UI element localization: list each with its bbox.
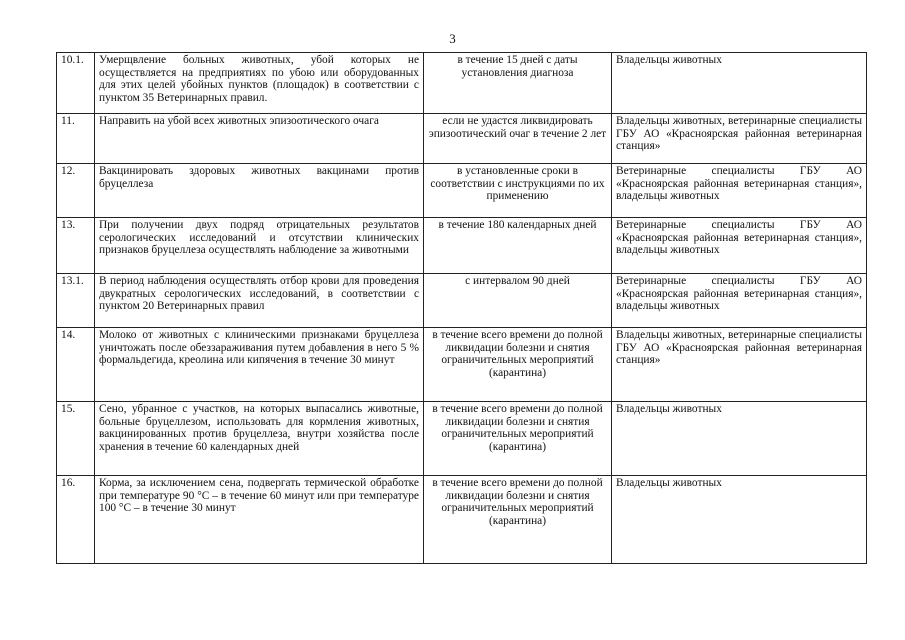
row-number: 11.: [57, 114, 95, 164]
deadline-text: в течение всего времени до полной ликвидации болезни и снятия ограничительных мероприятий (карантина): [424, 402, 612, 476]
responsible-text: Владельцы животных: [612, 402, 867, 476]
measure-text: Умерщвление больных животных, убой которых не осуществляется на предприятиях по убою или оборудованных для этих целей убойных пунктов (площадок) в соответствии с пунктом 35 Ветеринарных правил.: [95, 53, 424, 114]
row-number: 15.: [57, 402, 95, 476]
measure-text: При получении двух подряд отрицательных результатов серологических исследований и отсутствии клинических признаков бруцеллеза осуществлять наблюдение за животными: [95, 218, 424, 274]
row-number: 13.1.: [57, 274, 95, 328]
responsible-text: Владельцы животных, ветеринарные специалисты ГБУ АО «Красноярская районная ветеринарная станция»: [612, 328, 867, 402]
measure-text: В период наблюдения осуществлять отбор крови для проведения двукратных серологических исследований, в соответствии с пунктом 20 Ветеринарных правил: [95, 274, 424, 328]
table-row: [57, 402, 867, 476]
row-number: 14.: [57, 328, 95, 402]
row-number: 12.: [57, 164, 95, 218]
deadline-text: в течение 180 календарных дней: [424, 218, 612, 274]
deadline-text: в течение всего времени до полной ликвидации болезни и снятия ограничительных мероприятий (карантина): [424, 328, 612, 402]
responsible-text: Ветеринарные специалисты ГБУ АО «Красноярская районная ветеринарная станция», владельцы животных: [612, 274, 867, 328]
deadline-text: в установленные сроки в соответствии с инструкциями по их применению: [424, 164, 612, 218]
measure-text: Молоко от животных с клиническими признаками бруцеллеза уничтожать после обеззараживания путем добавления в него 5 % формальдегида, креолина или кипячения в течение 30 минут: [95, 328, 424, 402]
table-row: [57, 476, 867, 564]
deadline-text: в течение всего времени до полной ликвидации болезни и снятия ограничительных мероприятий (карантина): [424, 476, 612, 564]
table-row: [57, 114, 867, 164]
row-number: 10.1.: [57, 53, 95, 114]
measure-text: Вакцинировать здоровых животных вакцинами против бруцеллеза: [95, 164, 424, 218]
table-row: [57, 218, 867, 274]
page-number: 3: [449, 31, 456, 46]
row-number: 13.: [57, 218, 95, 274]
responsible-text: Ветеринарные специалисты ГБУ АО «Красноярская районная ветеринарная станция», владельцы животных: [612, 218, 867, 274]
deadline-text: с интервалом 90 дней: [424, 274, 612, 328]
measure-text: Направить на убой всех животных эпизоотического очага: [95, 114, 424, 164]
deadline-text: если не удастся ликвидировать эпизоотический очаг в течение 2 лет: [424, 114, 612, 164]
measure-text: Сено, убранное с участков, на которых выпасались животные, больные бруцеллезом, использовать для кормления животных, вакцинированных против бруцеллеза, внутри хозяйства после хранения в течение 60 календарных дней: [95, 402, 424, 476]
responsible-text: Владельцы животных: [612, 53, 867, 114]
responsible-text: Ветеринарные специалисты ГБУ АО «Красноярская районная ветеринарная станция», владельцы животных: [612, 164, 867, 218]
responsible-text: Владельцы животных: [612, 476, 867, 564]
table-row: [57, 274, 867, 328]
measure-text: Корма, за исключением сена, подвергать термической обработке при температуре 90 °С – в течение 60 минут или при температуре 100 °С – в течение 30 минут: [95, 476, 424, 564]
responsible-text: Владельцы животных, ветеринарные специалисты ГБУ АО «Красноярская районная ветеринарная станция»: [612, 114, 867, 164]
table-row: [57, 328, 867, 402]
table-row: [57, 164, 867, 218]
table-row: [57, 53, 867, 114]
row-number: 16.: [57, 476, 95, 564]
measures-table: [56, 52, 867, 564]
deadline-text: в течение 15 дней с даты установления диагноза: [424, 53, 612, 114]
